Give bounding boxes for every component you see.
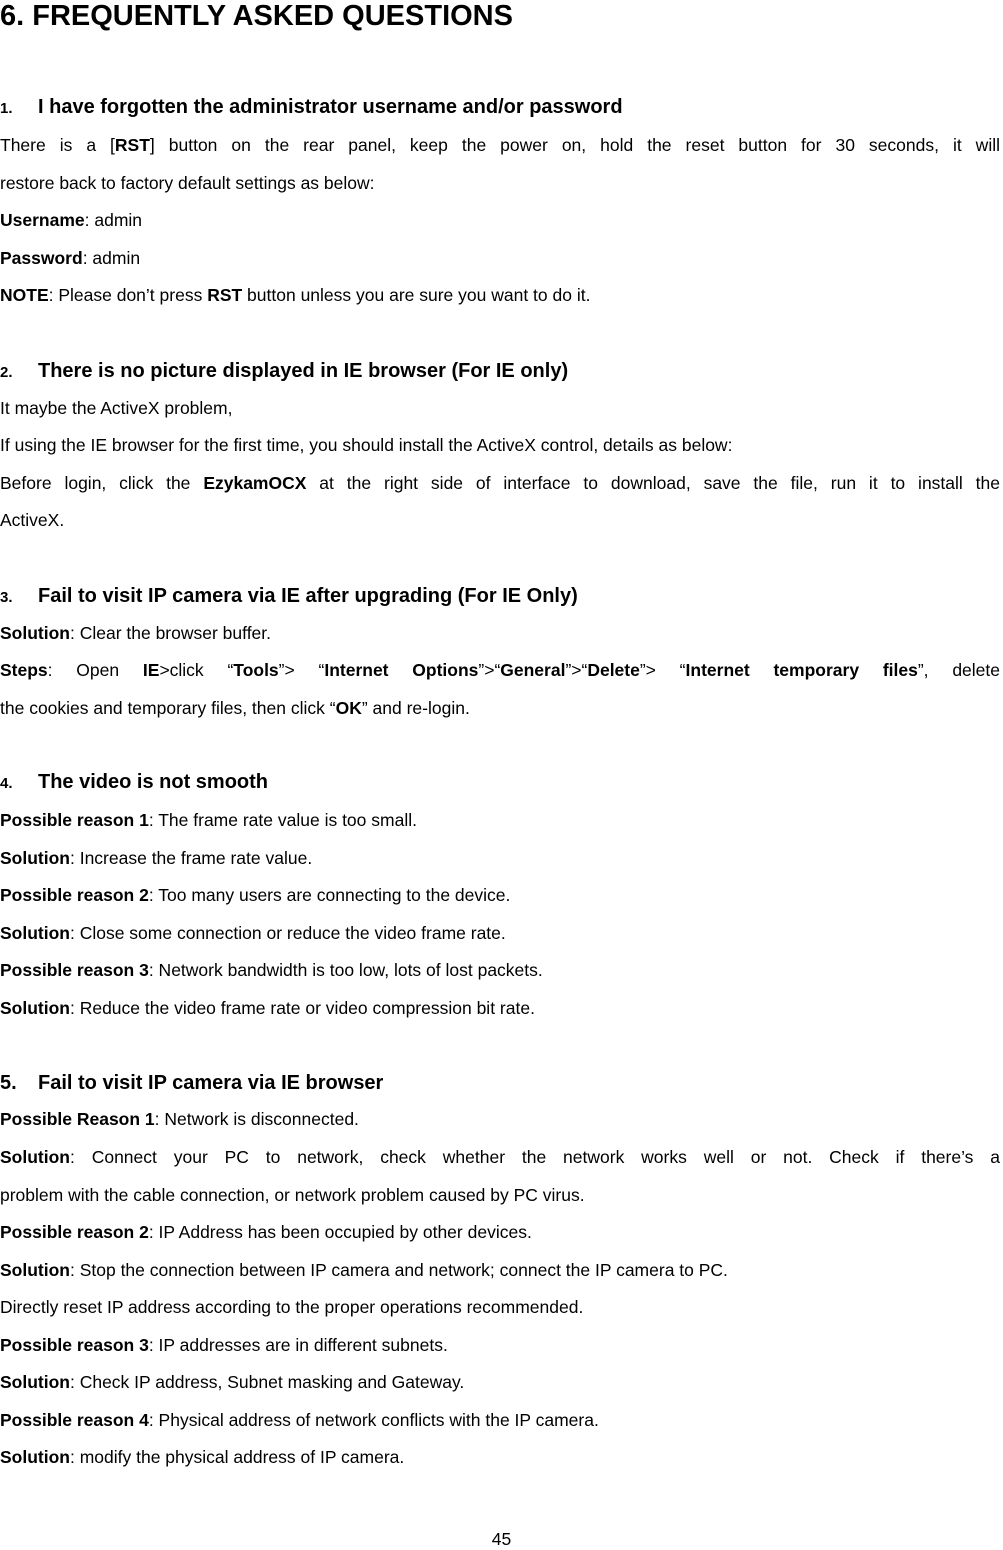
reason-line xyxy=(0,959,1000,981)
bold-label: NOTE xyxy=(0,285,49,305)
text-run: : Increase the frame rate value. xyxy=(69,848,313,868)
bold-label: Steps xyxy=(0,660,48,680)
solution-line xyxy=(0,622,1000,644)
question-title: There is no picture displayed in IE browser (For IE only) xyxy=(38,360,569,382)
question-title: Fail to visit IP camera via IE browser xyxy=(38,1072,384,1094)
question-4-heading xyxy=(0,770,268,796)
username-line xyxy=(0,209,1000,231)
bold-text: OK xyxy=(335,698,362,718)
bold-label: Possible reason 2 xyxy=(0,1222,149,1242)
text-run: : IP addresses are in different subnets. xyxy=(148,1335,448,1355)
bold-text: General xyxy=(500,660,566,680)
paragraph-line xyxy=(0,697,1000,719)
text-run: : Connect your PC to network, check whether the network works well or not. Check if there’s a xyxy=(69,1147,1000,1167)
solution-line xyxy=(0,1259,1000,1281)
question-title: Fail to visit IP camera via IE after upgrading (For IE Only) xyxy=(38,585,578,607)
solution-line xyxy=(0,997,1000,1019)
text-run: : Network bandwidth is too low, lots of lost packets. xyxy=(148,960,543,980)
steps-line xyxy=(0,659,1000,681)
question-5-heading xyxy=(0,1071,383,1095)
text-run: ” and re-login. xyxy=(361,698,470,718)
bold-text: RST xyxy=(207,285,243,305)
bold-text: RST xyxy=(114,135,150,155)
bold-label: Possible reason 1 xyxy=(0,810,149,830)
question-title: The video is not smooth xyxy=(38,771,269,793)
question-number: 3. xyxy=(0,589,13,606)
text-run: : Reduce the video frame rate or video compression bit rate. xyxy=(69,998,535,1018)
bold-label: Solution xyxy=(0,1147,70,1167)
page-number: 45 xyxy=(491,1529,512,1549)
text-run: >click “ xyxy=(159,660,234,680)
reason-line xyxy=(0,1334,1000,1356)
bold-text: Internet Options xyxy=(324,660,479,680)
text-run: : modify the physical address of IP camera. xyxy=(69,1447,405,1467)
bold-text: EzykamOCX xyxy=(203,473,307,493)
text-run: : Please don’t press xyxy=(48,285,208,305)
page-title: 6. FREQUENTLY ASKED QUESTIONS xyxy=(0,0,513,32)
text-run: : The frame rate value is too small. xyxy=(148,810,417,830)
text-run: : Close some connection or reduce the video frame rate. xyxy=(69,923,506,943)
question-number: 2. xyxy=(0,364,13,381)
paragraph-line: If using the IE browser for the first time, you should install the ActiveX control, details as below: xyxy=(0,435,733,455)
paragraph-line: Directly reset IP address according to the proper operations recommended. xyxy=(0,1297,584,1317)
reason-line xyxy=(0,1409,1000,1431)
question-number: 1. xyxy=(0,100,13,117)
bold-label: Possible reason 3 xyxy=(0,1335,149,1355)
paragraph-line: restore back to factory default settings as below: xyxy=(0,173,375,193)
text-run: ”, delete xyxy=(917,660,1001,680)
bold-label: Password xyxy=(0,248,83,268)
bold-label: Solution xyxy=(0,1260,70,1280)
bold-label: Solution xyxy=(0,623,70,643)
bold-label: Possible Reason 1 xyxy=(0,1109,155,1129)
text-run: at the right side of interface to download, save the file, run it to install the xyxy=(306,473,1001,493)
text-run: : admin xyxy=(84,210,143,230)
reason-line xyxy=(0,1108,1000,1130)
bold-label: Solution xyxy=(0,998,70,1018)
bold-label: Solution xyxy=(0,1372,70,1392)
text-run: ”>“ xyxy=(565,660,588,680)
bold-text: Internet temporary files xyxy=(685,660,918,680)
text-run: : Network is disconnected. xyxy=(154,1109,359,1129)
bold-text: IE xyxy=(142,660,160,680)
text-run: : Clear the browser buffer. xyxy=(69,623,272,643)
text-run: : Physical address of network conflicts with the IP camera. xyxy=(148,1410,599,1430)
question-title: I have forgotten the administrator username and/or password xyxy=(38,96,623,118)
solution-line xyxy=(0,1446,1000,1468)
solution-line xyxy=(0,1371,1000,1393)
question-number: 4. xyxy=(0,775,13,792)
text-run: the cookies and temporary files, then click “ xyxy=(0,698,336,718)
paragraph-line: It maybe the ActiveX problem, xyxy=(0,398,233,418)
text-run: : admin xyxy=(82,248,141,268)
note-line xyxy=(0,284,1000,306)
bold-label: Possible reason 2 xyxy=(0,885,149,905)
solution-line xyxy=(0,1146,1000,1168)
bold-label: Solution xyxy=(0,848,70,868)
bold-label: Possible reason 3 xyxy=(0,960,149,980)
paragraph-line xyxy=(0,134,1000,156)
bold-label: Solution xyxy=(0,1447,70,1467)
text-run: : Too many users are connecting to the device. xyxy=(148,885,511,905)
text-run: : Open xyxy=(47,660,143,680)
reason-line xyxy=(0,1221,1000,1243)
solution-line xyxy=(0,922,1000,944)
text-run: : Check IP address, Subnet masking and Gateway. xyxy=(69,1372,465,1392)
paragraph-line: ActiveX. xyxy=(0,510,65,530)
text-run: ”> “ xyxy=(278,660,325,680)
bold-text: Delete xyxy=(587,660,640,680)
question-number: 5. xyxy=(0,1072,17,1094)
reason-line xyxy=(0,884,1000,906)
question-3-heading xyxy=(0,584,578,610)
solution-line xyxy=(0,847,1000,869)
text-run: : IP Address has been occupied by other devices. xyxy=(148,1222,532,1242)
paragraph-line xyxy=(0,472,1000,494)
reason-line xyxy=(0,809,1000,831)
text-run: ”>“ xyxy=(478,660,501,680)
text-run: button unless you are sure you want to do it. xyxy=(242,285,591,305)
text-run: Before login, click the xyxy=(0,473,204,493)
question-2-heading xyxy=(0,359,568,385)
question-1-heading xyxy=(0,95,623,121)
bold-label: Possible reason 4 xyxy=(0,1410,149,1430)
text-run: There is a [ xyxy=(0,135,115,155)
bold-label: Username xyxy=(0,210,85,230)
bold-label: Solution xyxy=(0,923,70,943)
text-run: : Stop the connection between IP camera and network; connect the IP camera to PC. xyxy=(69,1260,728,1280)
text-run: ] button on the rear panel, keep the power on, hold the reset button for 30 seconds, it will xyxy=(149,135,1000,155)
text-run: ”> “ xyxy=(639,660,686,680)
bold-text: Tools xyxy=(233,660,279,680)
paragraph-line: problem with the cable connection, or network problem caused by PC virus. xyxy=(0,1185,585,1205)
password-line xyxy=(0,247,1000,269)
